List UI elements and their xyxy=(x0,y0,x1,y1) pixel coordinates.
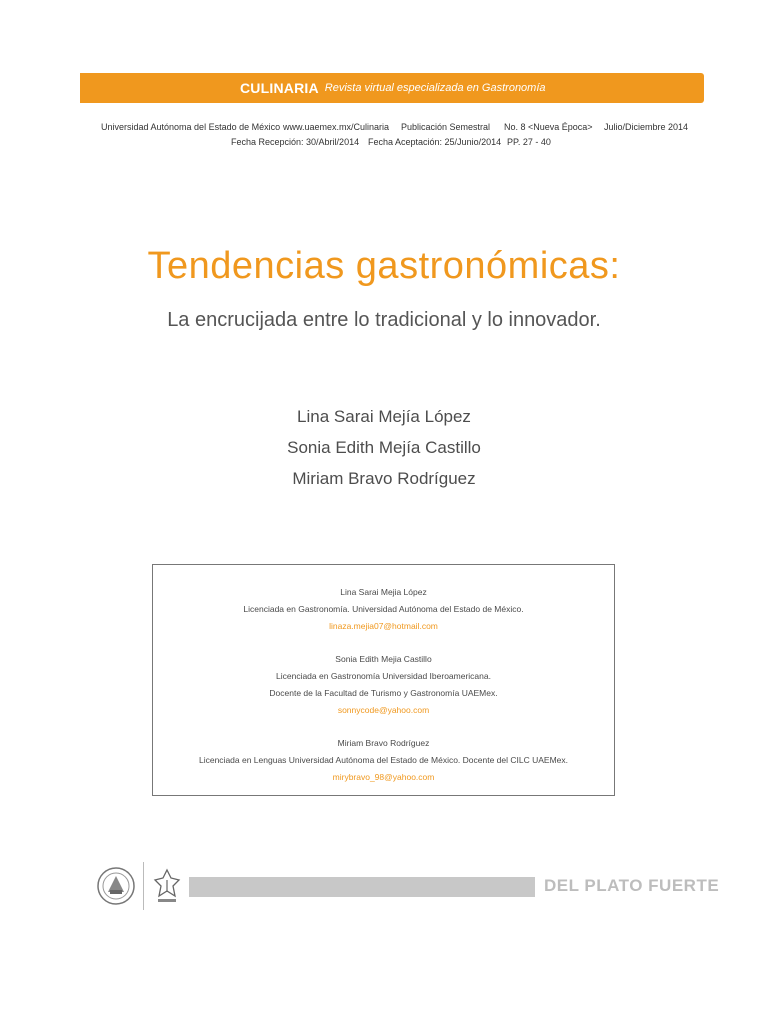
meta-received: Fecha Recepción: 30/Abril/2014 xyxy=(231,137,360,147)
affiliation-email[interactable]: sonnycode@yahoo.com xyxy=(337,705,430,715)
meta-pages: PP. 27 - 40 xyxy=(507,137,551,147)
affiliation-line: Licenciada en Lenguas Universidad Autónoma del Estado de México. Docente del CILC UAEMex. xyxy=(198,755,569,765)
author-name: Lina Sarai Mejía López xyxy=(297,407,471,426)
article-subtitle: La encrucijada entre lo tradicional y lo innovador. xyxy=(167,309,601,331)
meta-issue: No. 8 <Nueva Época> xyxy=(504,122,593,132)
affiliation-line: Licenciada en Gastronomía. Universidad Autónoma del Estado de México. xyxy=(243,604,524,614)
affiliation-line: Docente de la Facultad de Turismo y Gastronomía UAEMex. xyxy=(269,688,498,698)
affiliation-name: Sonia Edith Mejia Castillo xyxy=(335,654,432,664)
affiliation-name: Miriam Bravo Rodríguez xyxy=(337,738,430,748)
article-title: Tendencias gastronómicas: xyxy=(147,245,621,287)
meta-period: Julio/Diciembre 2014 xyxy=(604,122,689,132)
university-seal-icon xyxy=(96,866,136,906)
journal-name: CULINARIA xyxy=(240,80,319,96)
affiliation-line: Licenciada en Gastronomía Universidad Iberoamericana. xyxy=(276,671,491,681)
meta-university: Universidad Autónoma del Estado de México xyxy=(101,122,281,132)
journal-banner xyxy=(80,73,704,103)
author-name: Miriam Bravo Rodríguez xyxy=(292,469,476,488)
affiliation-email[interactable]: linaza.mejia07@hotmail.com xyxy=(329,621,438,631)
footer-bar xyxy=(189,877,535,897)
footer-divider xyxy=(143,862,144,910)
meta-periodicity: Publicación Semestral xyxy=(401,122,491,132)
affiliation-email[interactable]: mirybravo_98@yahoo.com xyxy=(332,772,435,782)
section-label: DEL PLATO FUERTE xyxy=(544,876,720,895)
affiliation-name: Lina Sarai Mejia López xyxy=(340,587,427,597)
journal-tagline: Revista virtual especializada en Gastronomía xyxy=(324,82,546,94)
author-name: Sonia Edith Mejía Castillo xyxy=(287,438,481,457)
meta-url[interactable]: www.uaemex.mx/Culinaria xyxy=(283,122,390,132)
meta-accepted: Fecha Aceptación: 25/Junio/2014 xyxy=(368,137,502,147)
faculty-logo-icon xyxy=(150,866,184,906)
affiliations-box xyxy=(152,564,615,796)
